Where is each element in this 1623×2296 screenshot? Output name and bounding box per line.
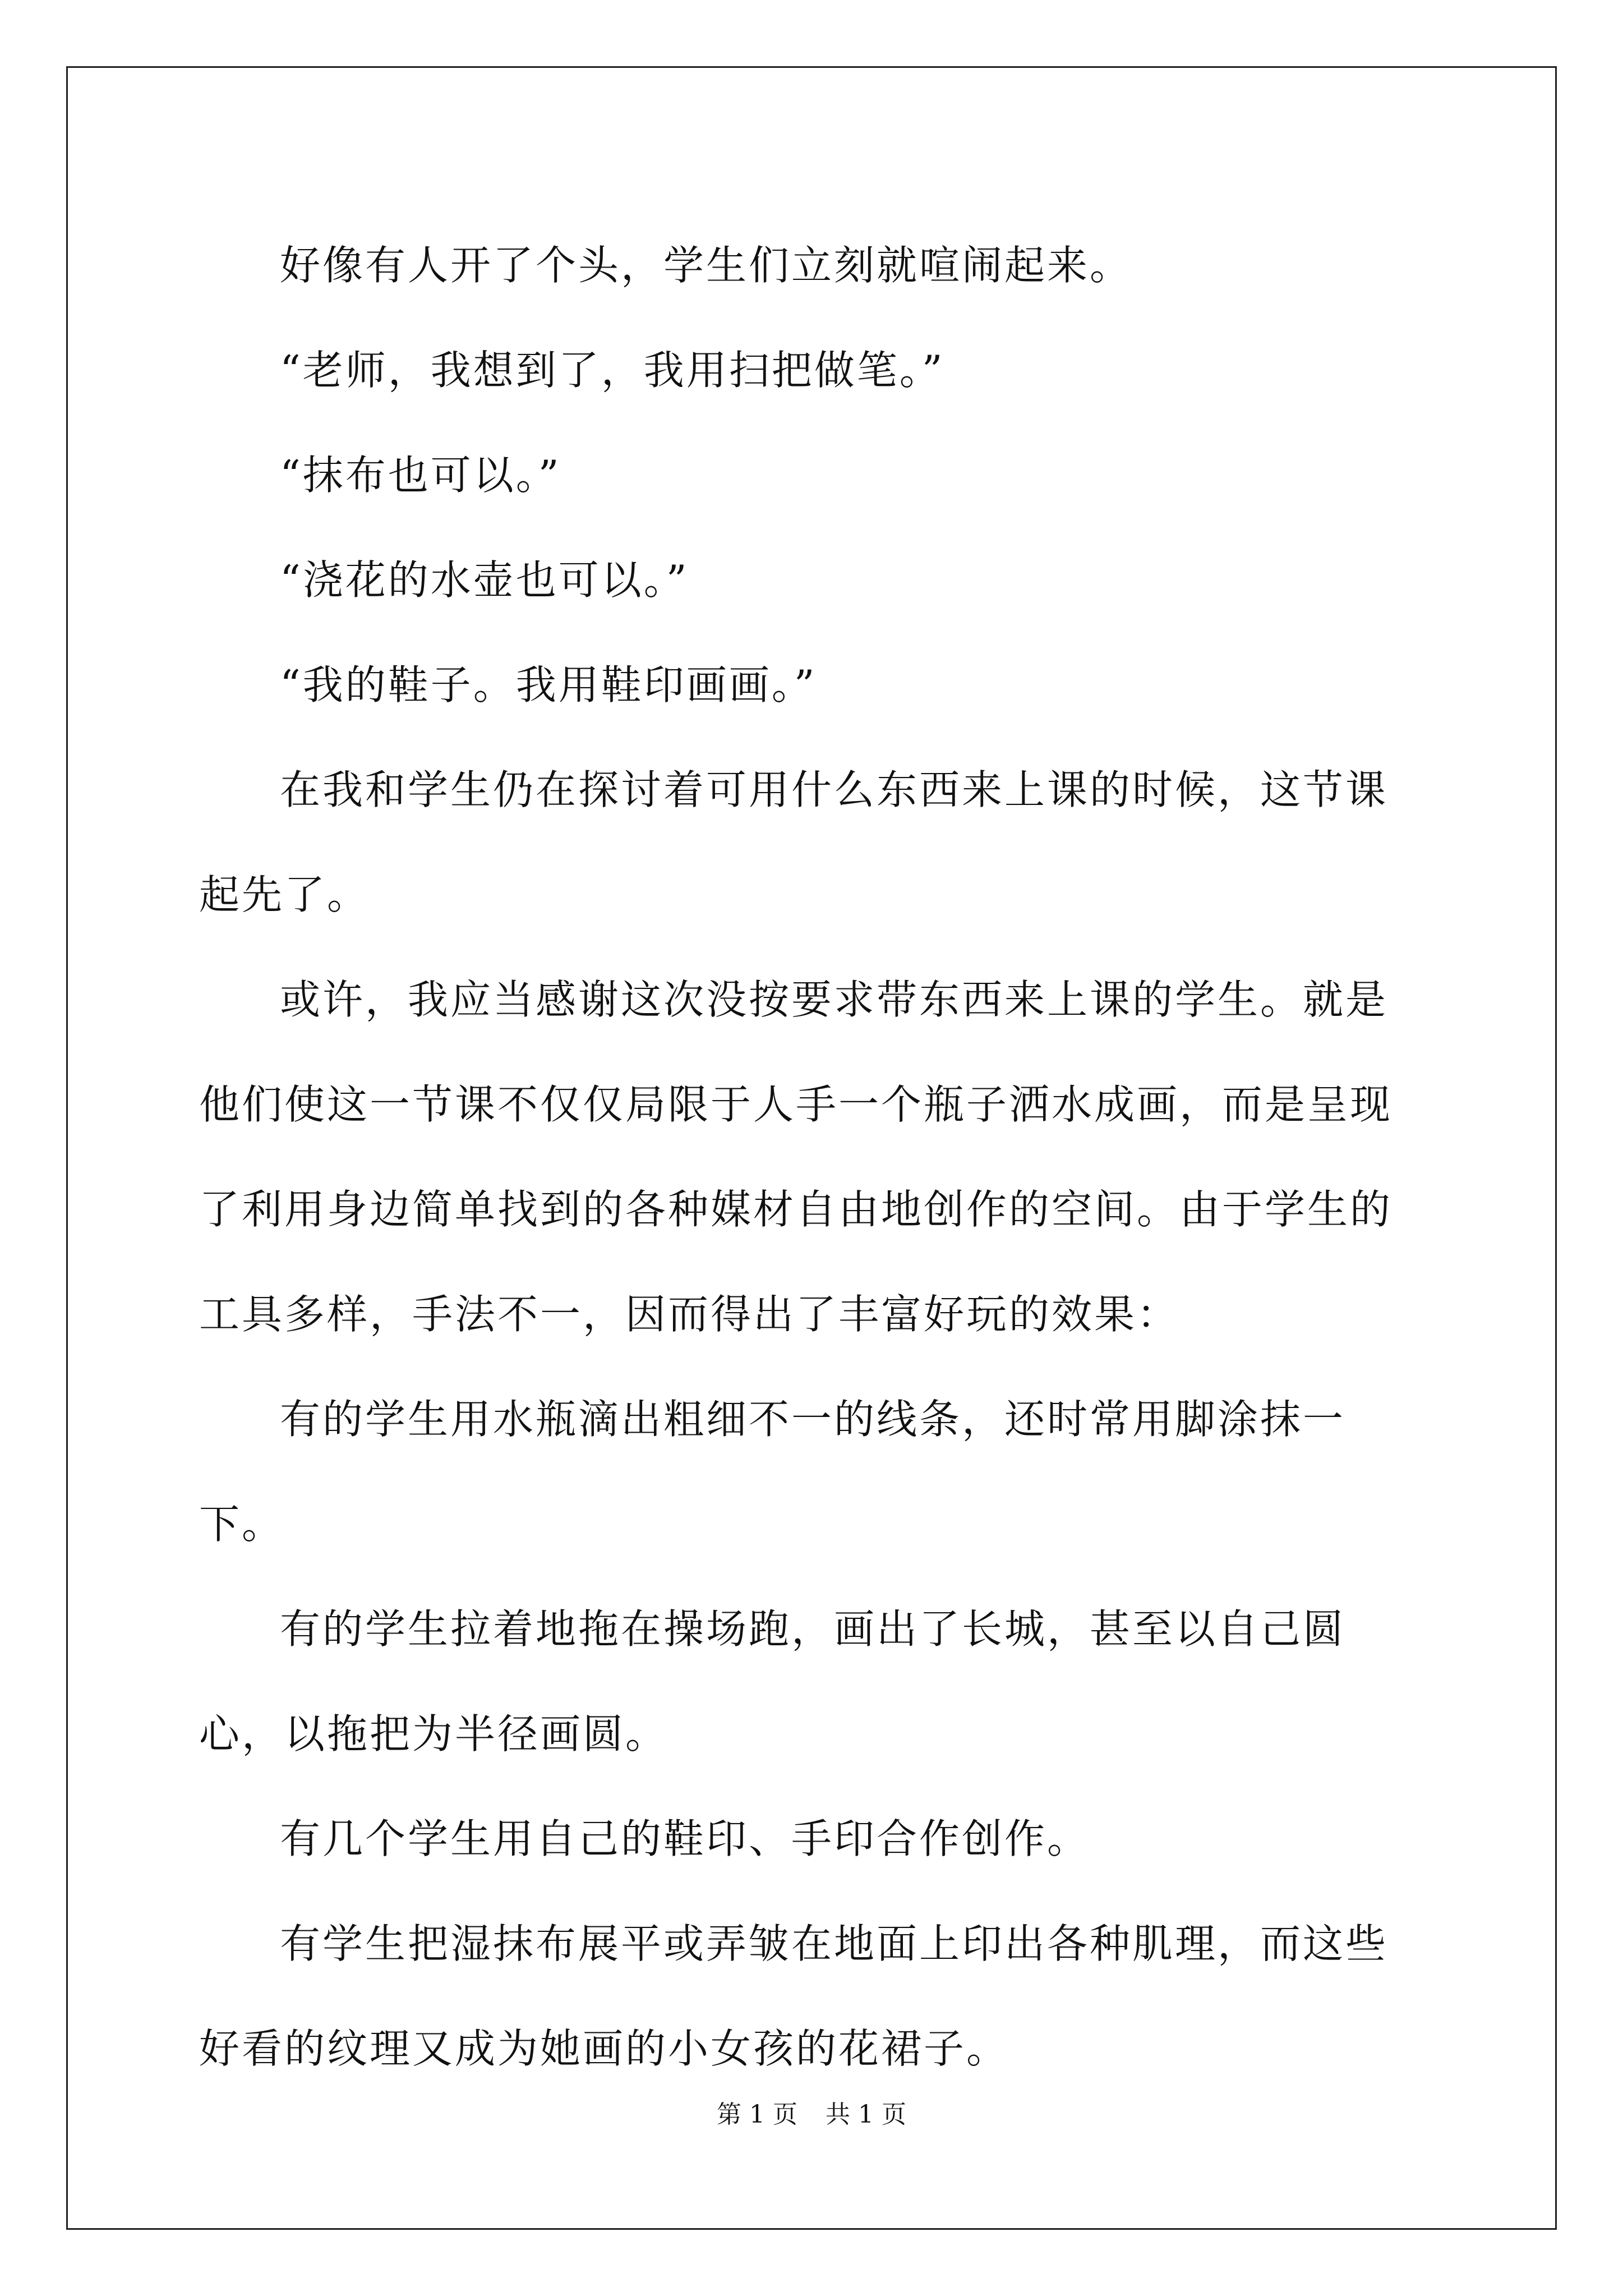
paragraph-3: “抹布也可以。” (280, 452, 561, 499)
paragraph-5: “我的鞋子。我用鞋印画画。” (280, 661, 817, 708)
paragraph-1: 好像有人开了个头，学生们立刻就喧闹起来。 (280, 242, 1133, 289)
paragraph-10: 有几个学生用自己的鞋印、手印合作创作。 (280, 1815, 1090, 1862)
paragraph-8: 有的学生用水瓶滴出粗细不一的线条，还时常用脚涂抹一下。 (199, 1396, 1346, 1548)
paragraph-6: 在我和学生仍在探讨着可用什么东西来上课的时候，这节课起先了。 (199, 766, 1389, 918)
paragraph-7: 或许，我应当感谢这次没按要求带东西来上课的学生。就是他们使这一节课不仅仅局限于人手一个瓶子洒水成画，而是呈现了利用身边简单找到的各种媒材自由地创作的空间。由于学生的工具多样，手法不一，因而得出了丰富好玩的效果： (199, 976, 1393, 1338)
page-total-label: 共 1 页 (826, 2100, 906, 2129)
page-footer (0, 2094, 1623, 2130)
paragraph-2: “老师，我想到了，我用扫把做笔。” (280, 347, 945, 394)
document-body (199, 213, 1425, 2101)
page-number-label: 第 1 页 (717, 2100, 797, 2129)
paragraph-4: “浇花的水壶也可以。” (280, 556, 689, 604)
paragraph-9: 有的学生拉着地拖在操场跑，画出了长城，甚至以自己圆心，以拖把为半径画圆。 (199, 1605, 1346, 1757)
paragraph-11: 有学生把湿抹布展平或弄皱在地面上印出各种肌理，而这些好看的纹理又成为她画的小女孩的花裙子。 (199, 1920, 1389, 2072)
